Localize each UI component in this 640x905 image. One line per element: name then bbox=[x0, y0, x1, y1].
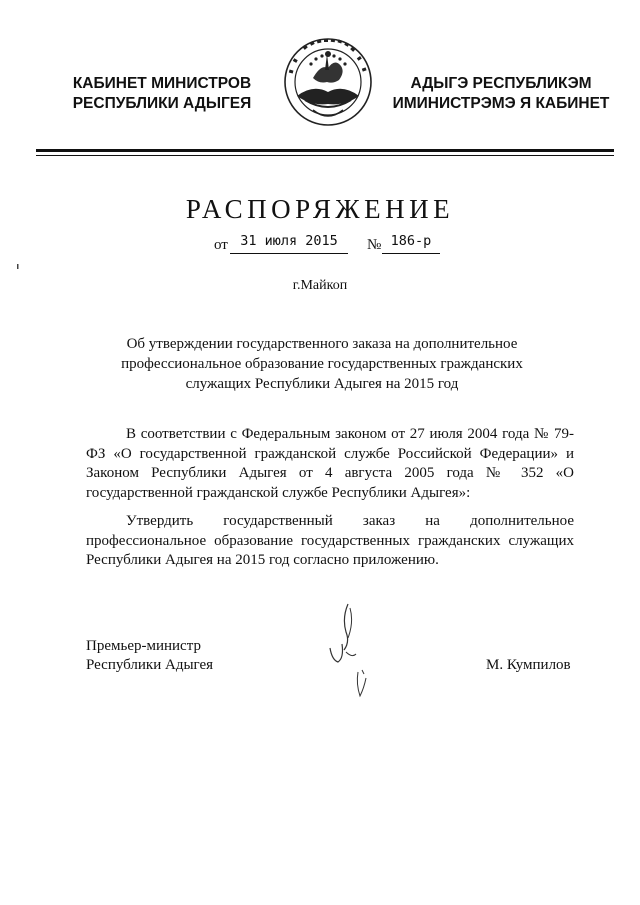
date-value: 31 июля 2015 bbox=[230, 230, 348, 254]
margin-mark bbox=[16, 256, 19, 261]
header-rule-thin bbox=[36, 155, 614, 156]
signatory-position bbox=[86, 637, 213, 675]
date-prefix: от bbox=[214, 237, 228, 253]
signatory-position-line1: Премьер-министр bbox=[86, 638, 201, 654]
handwritten-signature bbox=[320, 598, 380, 708]
coat-of-arms-icon bbox=[283, 34, 373, 134]
header-rule-thick bbox=[36, 149, 614, 152]
date-number-line bbox=[214, 230, 454, 256]
header-left-line1: КАБИНЕТ МИНИСТРОВ bbox=[72, 75, 252, 92]
number-prefix: № bbox=[367, 237, 382, 253]
number-value: 186-р bbox=[382, 230, 440, 254]
signatory-name: М. Кумпилов bbox=[486, 657, 571, 673]
body-paragraph-1: В соответствии с Федеральным законом от 27 июля 2004 года № 79-ФЗ «О государственной гражданской службе Российской Федерации» и Законом Республики Адыгея от 4 августа 2005 года № 352 «О государственной гражданской службе Республики Адыгея»: bbox=[86, 426, 574, 501]
city: г.Майкоп bbox=[292, 278, 348, 293]
header-right-line1: АДЫГЭ РЕСПУБЛИКЭМ bbox=[410, 75, 592, 92]
header-left-line2: РЕСПУБЛИКИ АДЫГЕЯ bbox=[72, 95, 252, 112]
signatory-position-line2: Республики Адыгея bbox=[86, 657, 214, 673]
document-subject: Об утверждении государственного заказа на дополнительное профессиональное образование государственных гражданских служащих Республики Адыгея на 2015 год bbox=[121, 336, 523, 392]
body-paragraph-2: Утвердить государственный заказ на дополнительное профессиональное образование государственных гражданских служащих Республики Адыгея на 2015 год согласно приложению. bbox=[86, 513, 574, 568]
header-left bbox=[62, 74, 262, 114]
header-right bbox=[388, 74, 614, 114]
header-right-line2: ИМИНИСТРЭМЭ Я КАБИНЕТ bbox=[392, 95, 610, 112]
document-title: РАСПОРЯЖЕНИЕ bbox=[185, 194, 455, 224]
